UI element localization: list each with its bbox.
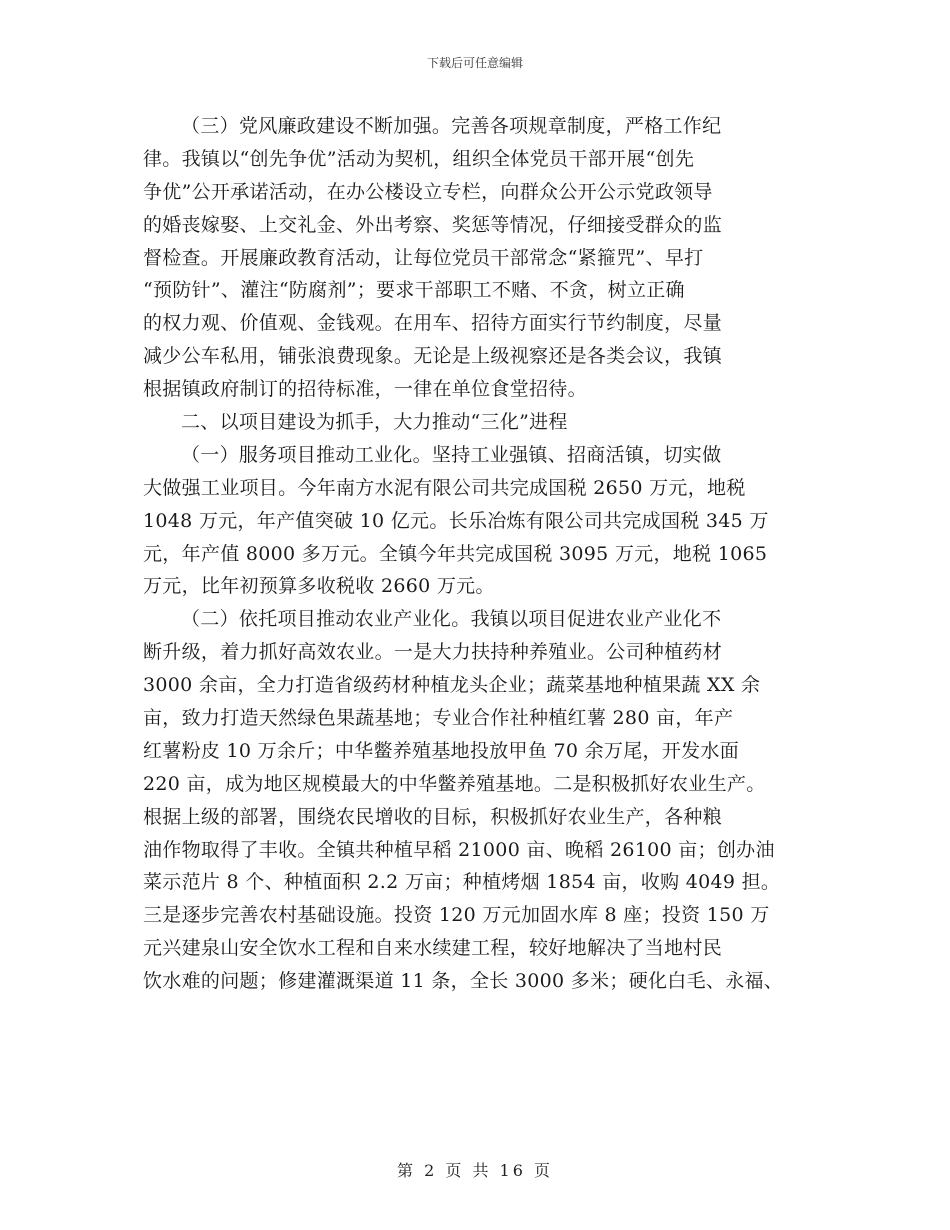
document-body (143, 110, 823, 998)
text-line: 菜示范片 8 个、种植面积 2.2 万亩；种植烤烟 1854 亩，收购 4049 担。 (143, 871, 781, 894)
text-line: 红薯粉皮 10 万余斤；中华鳖养殖基地投放甲鱼 70 余万尾，开发水面 (143, 739, 740, 762)
text-line: 根据上级的部署，围绕农民增收的目标，积极抓好农业生产，各种粮 (143, 805, 723, 828)
text-line: （一）服务项目推动工业化。坚持工业强镇、招商活镇，切实做 (181, 443, 722, 466)
text-line: 万元，比年初预算多收税收 2660 万元。 (143, 575, 495, 598)
text-line: （三）党风廉政建设不断加强。完善各项规章制度，严格工作纪 (181, 115, 722, 137)
page-header: 下载后可任意编辑 (426, 56, 523, 70)
text-line: 3000 余亩，全力打造省级药材种植龙头企业；蔬菜基地种植果蔬 XX 余 (143, 674, 761, 697)
section-heading: 二、以项目建设为抓手，大力推动“三化”进程 (181, 411, 568, 434)
text-line: （二）依托项目推动农业产业化。我镇以项目促进农业产业化不 (181, 608, 722, 631)
text-line: 根据镇政府制订的招待标准，一律在单位食堂招待。 (143, 378, 587, 401)
text-line: 1048 万元，年产值突破 10 亿元。长乐冶炼有限公司共完成国税 345 万 (143, 509, 769, 532)
page-number: 第 2 页 共 16 页 (397, 1161, 553, 1180)
text-line: 律。我镇以“创先争优”活动为契机，组织全体党员干部开展“创先 (143, 147, 695, 170)
text-line: 减少公车私用，铺张浪费现象。无论是上级视察还是各类会议，我镇 (143, 345, 723, 368)
text-line: 亩，致力打造天然绿色果蔬基地；专业合作社种植红薯 280 亩，年产 (143, 707, 734, 730)
text-line: 争优”公开承诺活动，在办公楼设立专栏，向群众公开公示党政领导 (143, 180, 713, 203)
text-line: 三是逐步完善农村基础设施。投资 120 万元加固水库 8 座；投资 150 万 (143, 904, 770, 927)
text-line: 220 亩，成为地区规模最大的中华鳖养殖基地。二是积极抓好农业生产。 (143, 772, 766, 795)
text-line: 油作物取得了丰收。全镇共种植早稻 21000 亩、晚稻 26100 亩；创办油 (143, 838, 775, 861)
text-line: “预防针”、灌注“防腐剂”；要求干部职工不赌、不贪，树立正确 (143, 279, 685, 302)
text-line: 断升级，着力抓好高效农业。一是大力扶持种养殖业。公司种植药材 (143, 641, 723, 664)
text-line: 元，年产值 8000 多万元。全镇今年共完成国税 3095 万元，地税 1065 (143, 542, 768, 565)
text-line: 大做强工业项目。今年南方水泥有限公司共完成国税 2650 万元，地税 (143, 476, 746, 499)
text-line: 的婚丧嫁娶、上交礼金、外出考察、奖惩等情况，仔细接受群众的监 (143, 213, 723, 236)
text-line: 的权力观、价值观、金钱观。在用车、招待方面实行节约制度，尽量 (143, 312, 723, 335)
text-line: 督检查。开展廉政教育活动，让每位党员干部常念“紧箍咒”、早打 (143, 246, 704, 269)
text-line: 饮水难的问题；修建灌溉渠道 11 条，全长 3000 多米；硬化白毛、永福、 (143, 970, 784, 993)
text-line: 元兴建泉山安全饮水工程和自来水续建工程，较好地解决了当地村民 (143, 937, 723, 960)
